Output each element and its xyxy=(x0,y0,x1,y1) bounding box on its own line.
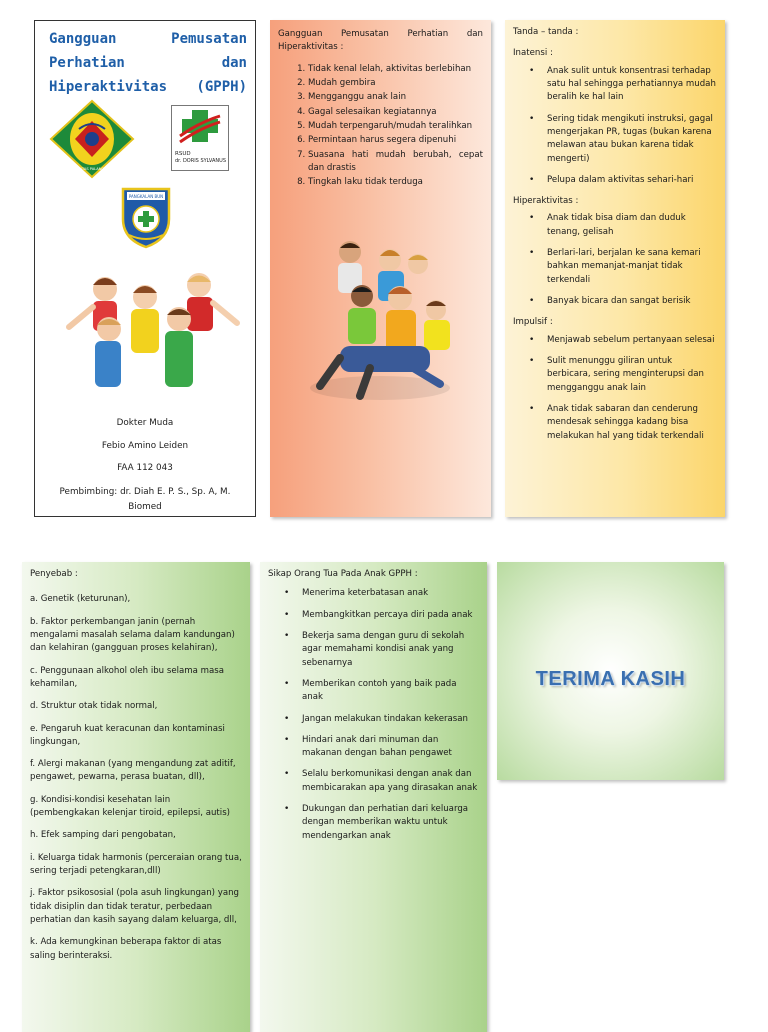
list-item: • Menjawab sebelum pertanyaan selesai xyxy=(543,334,717,347)
gpph-panel xyxy=(270,20,491,517)
list-item: 4. Gagal selesaikan kegiatannya xyxy=(308,106,483,119)
list-item: b. Faktor perkembangan janin (pernah mengalami masalah selama dalam kandungan) dan kelahiran (gangguan proses kelahiran), xyxy=(30,616,235,654)
list-item: • Hindari anak dari minuman dan makanan dengan bahan pengawet xyxy=(298,734,479,761)
title-line-3 xyxy=(49,77,247,99)
list-item: • Jangan melakukan tindakan kekerasan xyxy=(298,713,479,726)
list-item: • Berlari-lari, berjalan ke sana kemari bahkan memanjat-manjat tidak terkendali xyxy=(543,247,717,287)
list-item: • Banyak bicara dan sangat berisik xyxy=(543,295,717,308)
hyper-label: Hiperaktivitas : xyxy=(513,196,579,207)
university-logo-text: UNIVERSITAS PALANGKA RAYA xyxy=(65,167,119,171)
credit-supervisor: Pembimbing: dr. Diah E. P. S., Sp. A, M. Biomed xyxy=(59,486,231,512)
list-item: k. Ada kemungkinan beberapa faktor di atas saling berinteraksi. xyxy=(30,937,222,961)
list-item: • Anak sulit untuk konsentrasi terhadap satu hal sehingga perhatiannya mudah beralih ke hal lain xyxy=(543,65,717,105)
inattention-list xyxy=(513,65,717,188)
list-item: • Dukungan dan perhatian dari keluarga dengan memberikan waktu untuk mendengarkan anak xyxy=(298,803,479,843)
title-line-2 xyxy=(49,53,247,75)
cover-panel xyxy=(34,20,256,517)
hospital-logo xyxy=(171,105,229,171)
list-item: • Membangkitkan percaya diri pada anak xyxy=(298,609,479,622)
hospital-logo-line1: RSUD xyxy=(175,151,191,158)
gpph-intro: Gangguan Pemusatan Perhatian dan Hiperaktivitas : xyxy=(278,29,483,53)
list-item: 1. Tidak kenal lelah, aktivitas berlebihan xyxy=(308,63,483,76)
list-item: • Sulit menunggu giliran untuk berbicara, sering menginterupsi dan mengganggu anak lain xyxy=(543,355,717,395)
hyper-list xyxy=(513,212,717,308)
title-word: dan xyxy=(221,55,247,71)
hospital-logo-line2: dr. DORIS SYLVANUS xyxy=(175,157,227,164)
signs-heading: Tanda – tanda : xyxy=(513,27,579,37)
list-item: 2. Mudah gembira xyxy=(308,77,483,90)
attitude-panel xyxy=(260,562,487,1032)
impulsive-label: Impulsif : xyxy=(513,317,553,328)
list-item: • Sering tidak mengikuti instruksi, gagal mengerjakan PR, tugas (bukan karena melawan atau bukan karena tidak mengerti) xyxy=(543,113,717,166)
children-photo xyxy=(47,267,247,391)
causes-panel xyxy=(22,562,250,1032)
list-item: • Selalu berkomunikasi dengan anak dan membicarakan apa yang dirasakan anak xyxy=(298,768,479,795)
inattention-label: Inatensi : xyxy=(513,48,553,59)
title-word: Perhatian xyxy=(49,55,125,71)
list-item: e. Pengaruh kuat keracunan dan kontaminasi lingkungan, xyxy=(30,723,225,747)
regency-logo-text: PANGKALAN BUN xyxy=(128,194,164,199)
list-item: a. Genetik (keturunan), xyxy=(30,594,131,605)
list-item: g. Kondisi-kondisi kesehatan lain (pembengkakan kelenjar tiroid, epilepsi, autis) xyxy=(30,794,231,819)
regency-shield-logo xyxy=(119,183,173,249)
list-item: 7. Suasana hati mudah berubah, cepat dan drastis xyxy=(308,149,483,176)
credits xyxy=(45,417,245,524)
signs-panel xyxy=(505,20,725,517)
list-item: • Bekerja sama dengan guru di sekolah agar memahami kondisi anak yang sebenarnya xyxy=(298,630,479,670)
closing-panel xyxy=(497,562,724,780)
university-logo xyxy=(49,99,135,179)
credit-id: FAA 112 043 xyxy=(117,463,173,474)
list-item: • Pelupa dalam aktivitas sehari-hari xyxy=(543,174,717,187)
list-item: h. Efek samping dari pengobatan, xyxy=(30,830,176,841)
list-item: c. Penggunaan alkohol oleh ibu selama masa kehamilan, xyxy=(30,665,225,689)
attitude-list xyxy=(268,587,479,843)
list-item: 6. Permintaan harus segera dipenuhi xyxy=(308,134,483,147)
list-item: f. Alergi makanan (yang mengandung zat aditif, pengawet, pewarna, perasa buatan, dll), xyxy=(30,759,236,783)
list-item: 3. Mengganggu anak lain xyxy=(308,91,483,104)
title-word: Hiperaktivitas xyxy=(49,79,168,95)
hospital-cross-icon xyxy=(172,106,228,146)
list-item: 8. Tingkah laku tidak terduga xyxy=(308,176,483,189)
list-item: • Anak tidak bisa diam dan duduk tenang, gelisah xyxy=(543,212,717,239)
children-group-photo xyxy=(300,238,460,406)
attitude-heading: Sikap Orang Tua Pada Anak GPPH : xyxy=(268,569,418,579)
impulsive-list xyxy=(513,334,717,443)
list-item: • Anak tidak sabaran dan cenderung mendesak sehingga kadang bisa melakukan hal yang tidak terkendali xyxy=(543,403,717,443)
list-item: 5. Mudah terpengaruh/mudah teralihkan xyxy=(308,120,483,133)
title-word: (GPPH) xyxy=(196,79,247,95)
list-item: j. Faktor psikososial (pola asuh lingkungan) yang tidak disiplin dan tidak teratur, perbedaan perhatian dan kasih sayang dalam keluarga, dll, xyxy=(30,888,239,925)
title-word: Gangguan xyxy=(49,31,117,47)
list-item: d. Struktur otak tidak normal, xyxy=(30,701,158,712)
list-item: • Memberikan contoh yang baik pada anak xyxy=(298,678,479,705)
thank-you-text: TERIMA KASIH xyxy=(535,668,686,690)
gpph-list xyxy=(278,63,483,190)
list-item: • Menerima keterbatasan anak xyxy=(298,587,479,600)
credit-role: Dokter Muda xyxy=(116,418,174,428)
title-word: Pemusatan xyxy=(171,31,247,47)
credit-name: Febio Amino Leiden xyxy=(101,440,189,451)
causes-heading: Penyebab : xyxy=(30,569,78,579)
list-item: i. Keluarga tidak harmonis (perceraian orang tua, sering terjadi petengkaran,dll) xyxy=(30,852,242,876)
title-line-1 xyxy=(49,29,247,51)
